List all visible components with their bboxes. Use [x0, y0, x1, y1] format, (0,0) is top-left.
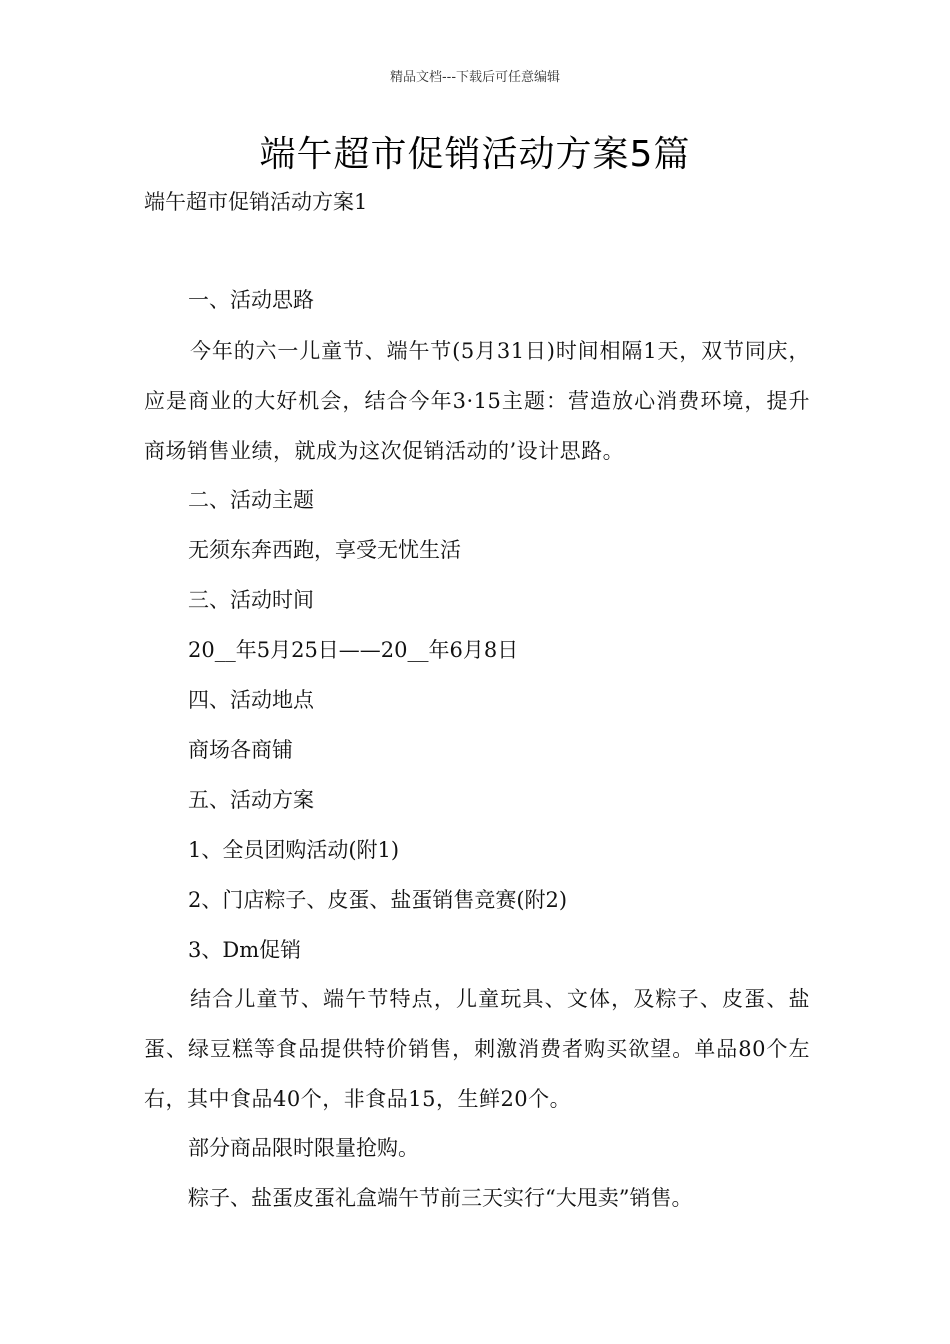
theme-text: 无须东奔西跑，享受无忧生活	[188, 538, 461, 562]
plan-item-2: 2、门店粽子、皮蛋、盐蛋销售竞赛(附2)	[188, 888, 568, 912]
section-heading-location: 四、活动地点	[188, 688, 314, 712]
section-heading-time: 三、活动时间	[188, 588, 314, 612]
plan-line-flash-sale: 部分商品限时限量抢购。	[188, 1136, 419, 1160]
section-heading-theme: 二、活动主题	[188, 488, 314, 512]
plan-item-3: 3、Dm促销	[188, 938, 302, 962]
location-text: 商场各商铺	[188, 738, 293, 762]
document-title: 端午超市促销活动方案5篇	[259, 134, 691, 175]
section-heading-plan: 五、活动方案	[188, 788, 314, 812]
plan-line-gift-box-sale: 粽子、盐蛋皮蛋礼盒端午节前三天实行“大甩卖”销售。	[188, 1186, 693, 1210]
paragraph-approach: 今年的六一儿童节、端午节(5月31日)时间相隔1天，双节同庆，应是商业的大好机会，结合今年3·15主题：营造放心消费环境，提升商场销售业绩，就成为这次促销活动的’设计思路。	[144, 339, 810, 463]
time-text: 20__年5月25日——20__年6月8日	[188, 638, 519, 662]
section-heading-approach: 一、活动思路	[188, 288, 314, 312]
paragraph-dm-promotion: 结合儿童节、端午节特点，儿童玩具、文体，及粽子、皮蛋、盐蛋、绿豆糕等食品提供特价销售，刺激消费者购买欲望。单品80个左右，其中食品40个，非食品15，生鲜20个。	[144, 987, 810, 1111]
page-header-watermark: 精品文档---下载后可任意编辑	[389, 70, 561, 85]
document-subtitle: 端午超市促销活动方案1	[144, 190, 368, 214]
plan-item-1: 1、全员团购活动(附1)	[188, 838, 400, 862]
